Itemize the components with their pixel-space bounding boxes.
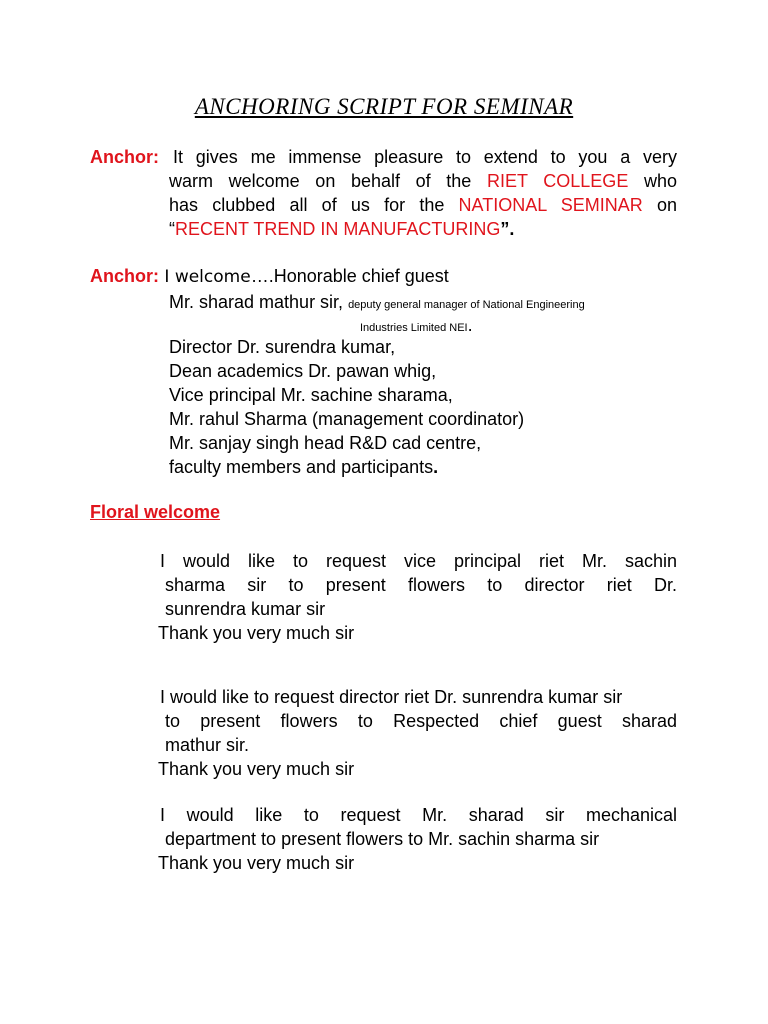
anchor-label-2: Anchor: bbox=[90, 266, 159, 286]
request-1-line-2: sharma sir to present flowers to director riet Dr. bbox=[165, 575, 677, 595]
faculty-period: . bbox=[433, 457, 439, 477]
p1-line-1: It gives me immense pleasure to extend to you a very bbox=[173, 147, 677, 167]
close-quote: ”. bbox=[500, 219, 515, 239]
document-title: ANCHORING SCRIPT FOR SEMINAR bbox=[194, 94, 574, 119]
org-period: . bbox=[467, 315, 473, 335]
welcome-word: I welcome bbox=[159, 267, 251, 287]
open-quote: “ bbox=[169, 219, 175, 239]
guest-line: Director Dr. surendra kumar, bbox=[169, 337, 396, 357]
thanks-line: Thank you very much sir bbox=[158, 623, 355, 643]
p1-line-3-text: has clubbed all of us for the bbox=[169, 195, 459, 215]
p1-line-2-end: who bbox=[628, 171, 677, 191]
guest-line-last bbox=[169, 456, 438, 478]
chief-guest-line bbox=[169, 291, 585, 316]
guest-line: Vice principal Mr. sachine sharama, bbox=[169, 385, 453, 405]
faculty-text: faculty members and participants bbox=[169, 457, 434, 477]
request-3-line-1: I would like to request Mr. sharad sir mechanical bbox=[160, 805, 677, 825]
p1-line-2-text: warm welcome on behalf of the bbox=[169, 171, 487, 191]
request-1-line-1: I would like to request vice principal riet Mr. sachin bbox=[160, 551, 677, 571]
chief-guest-role: deputy general manager of National Engineering bbox=[348, 299, 585, 311]
request-2-line-3: mathur sir. bbox=[165, 735, 250, 755]
request-1-line-3: sunrendra kumar sir bbox=[165, 599, 326, 619]
floral-welcome-heading: Floral welcome bbox=[90, 502, 221, 522]
anchor-label: Anchor: bbox=[90, 147, 159, 167]
request-2-line-1: I would like to request director riet Dr. sunrendra kumar sir bbox=[160, 687, 623, 707]
chief-guest-name: Mr. sharad mathur sir, bbox=[169, 292, 349, 312]
p1-line-4 bbox=[169, 218, 514, 240]
welcome-rest: ….Honorable chief guest bbox=[250, 266, 449, 286]
seminar-label: NATIONAL SEMINAR bbox=[458, 195, 643, 215]
p1-line-3-end: on bbox=[642, 195, 678, 215]
org-name: Industries Limited NEI bbox=[360, 322, 468, 334]
college-name: RIET COLLEGE bbox=[486, 171, 629, 191]
anchor-paragraph-1 bbox=[90, 146, 159, 168]
guest-line: Mr. rahul Sharma (management coordinator) bbox=[169, 409, 525, 429]
thanks-line: Thank you very much sir bbox=[158, 853, 355, 873]
thanks-line: Thank you very much sir bbox=[158, 759, 355, 779]
p1-line-2 bbox=[169, 170, 677, 192]
seminar-topic: RECENT TREND IN MANUFACTURING bbox=[175, 219, 501, 239]
guest-line: Mr. sanjay singh head R&D cad centre, bbox=[169, 433, 482, 453]
guest-line: Dean academics Dr. pawan whig, bbox=[169, 361, 437, 381]
anchor-paragraph-2 bbox=[90, 265, 449, 288]
p1-line-3 bbox=[169, 194, 677, 216]
request-3-line-2: department to present flowers to Mr. sachin sharma sir bbox=[165, 829, 600, 849]
request-2-line-2: to present flowers to Respected chief guest sharad bbox=[165, 711, 677, 731]
